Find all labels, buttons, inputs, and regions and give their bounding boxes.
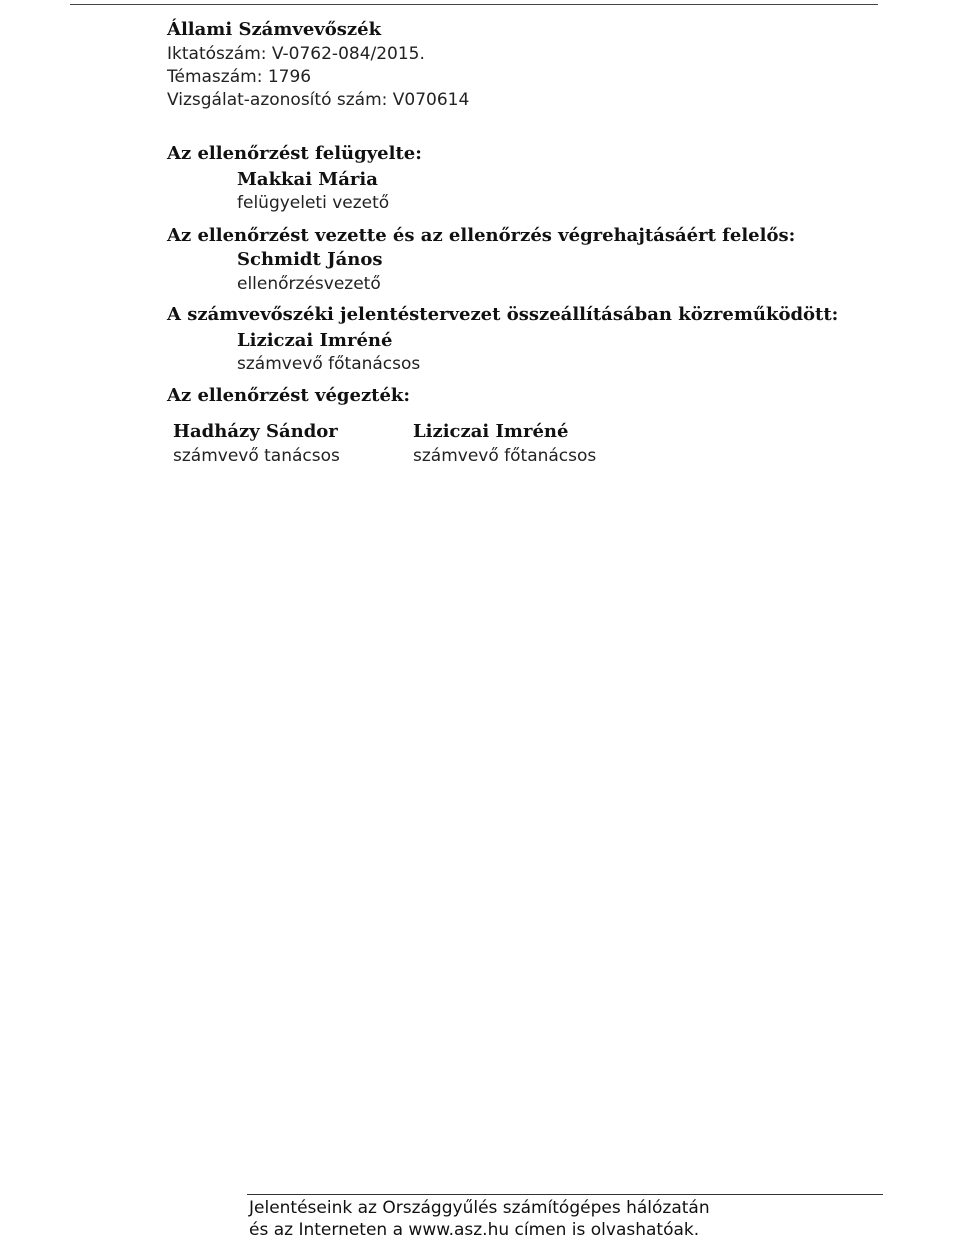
supervised-heading: Az ellenőrzést felügyelte:	[167, 143, 422, 164]
auditor-name: Liziczai Imréné	[413, 421, 569, 442]
institution-name: Állami Számvevőszék	[167, 19, 382, 40]
leader-title: ellenőrzésvezető	[237, 274, 381, 294]
audit-id: Vizsgálat-azonosító szám: V070614	[167, 90, 470, 110]
footer-line-1: Jelentéseink az Országgyűlés számítógépes hálózatán	[249, 1198, 710, 1218]
contributor-name: Liziczai Imréné	[237, 330, 393, 351]
supervisor-name: Makkai Mária	[237, 169, 378, 190]
contributed-heading: A számvevőszéki jelentéstervezet összeállításában közreműködött:	[167, 304, 839, 325]
contributor-title: számvevő főtanácsos	[237, 354, 421, 374]
footer-divider	[247, 1194, 883, 1195]
footer-line-2: és az Interneten a www.asz.hu címen is olvashatóak.	[249, 1220, 700, 1240]
auditor-title: számvevő tanácsos	[173, 446, 340, 466]
led-heading: Az ellenőrzést vezette és az ellenőrzés végrehajtásáért felelős:	[167, 225, 796, 246]
topic-number: Témaszám: 1796	[167, 67, 312, 87]
supervisor-title: felügyeleti vezető	[237, 193, 390, 213]
auditor-title: számvevő főtanácsos	[413, 446, 597, 466]
auditor-name: Hadházy Sándor	[173, 421, 338, 442]
registration-number: Iktatószám: V-0762-084/2015.	[167, 44, 425, 64]
performed-heading: Az ellenőrzést végezték:	[167, 385, 411, 406]
leader-name: Schmidt János	[237, 249, 383, 270]
top-divider	[70, 4, 878, 5]
